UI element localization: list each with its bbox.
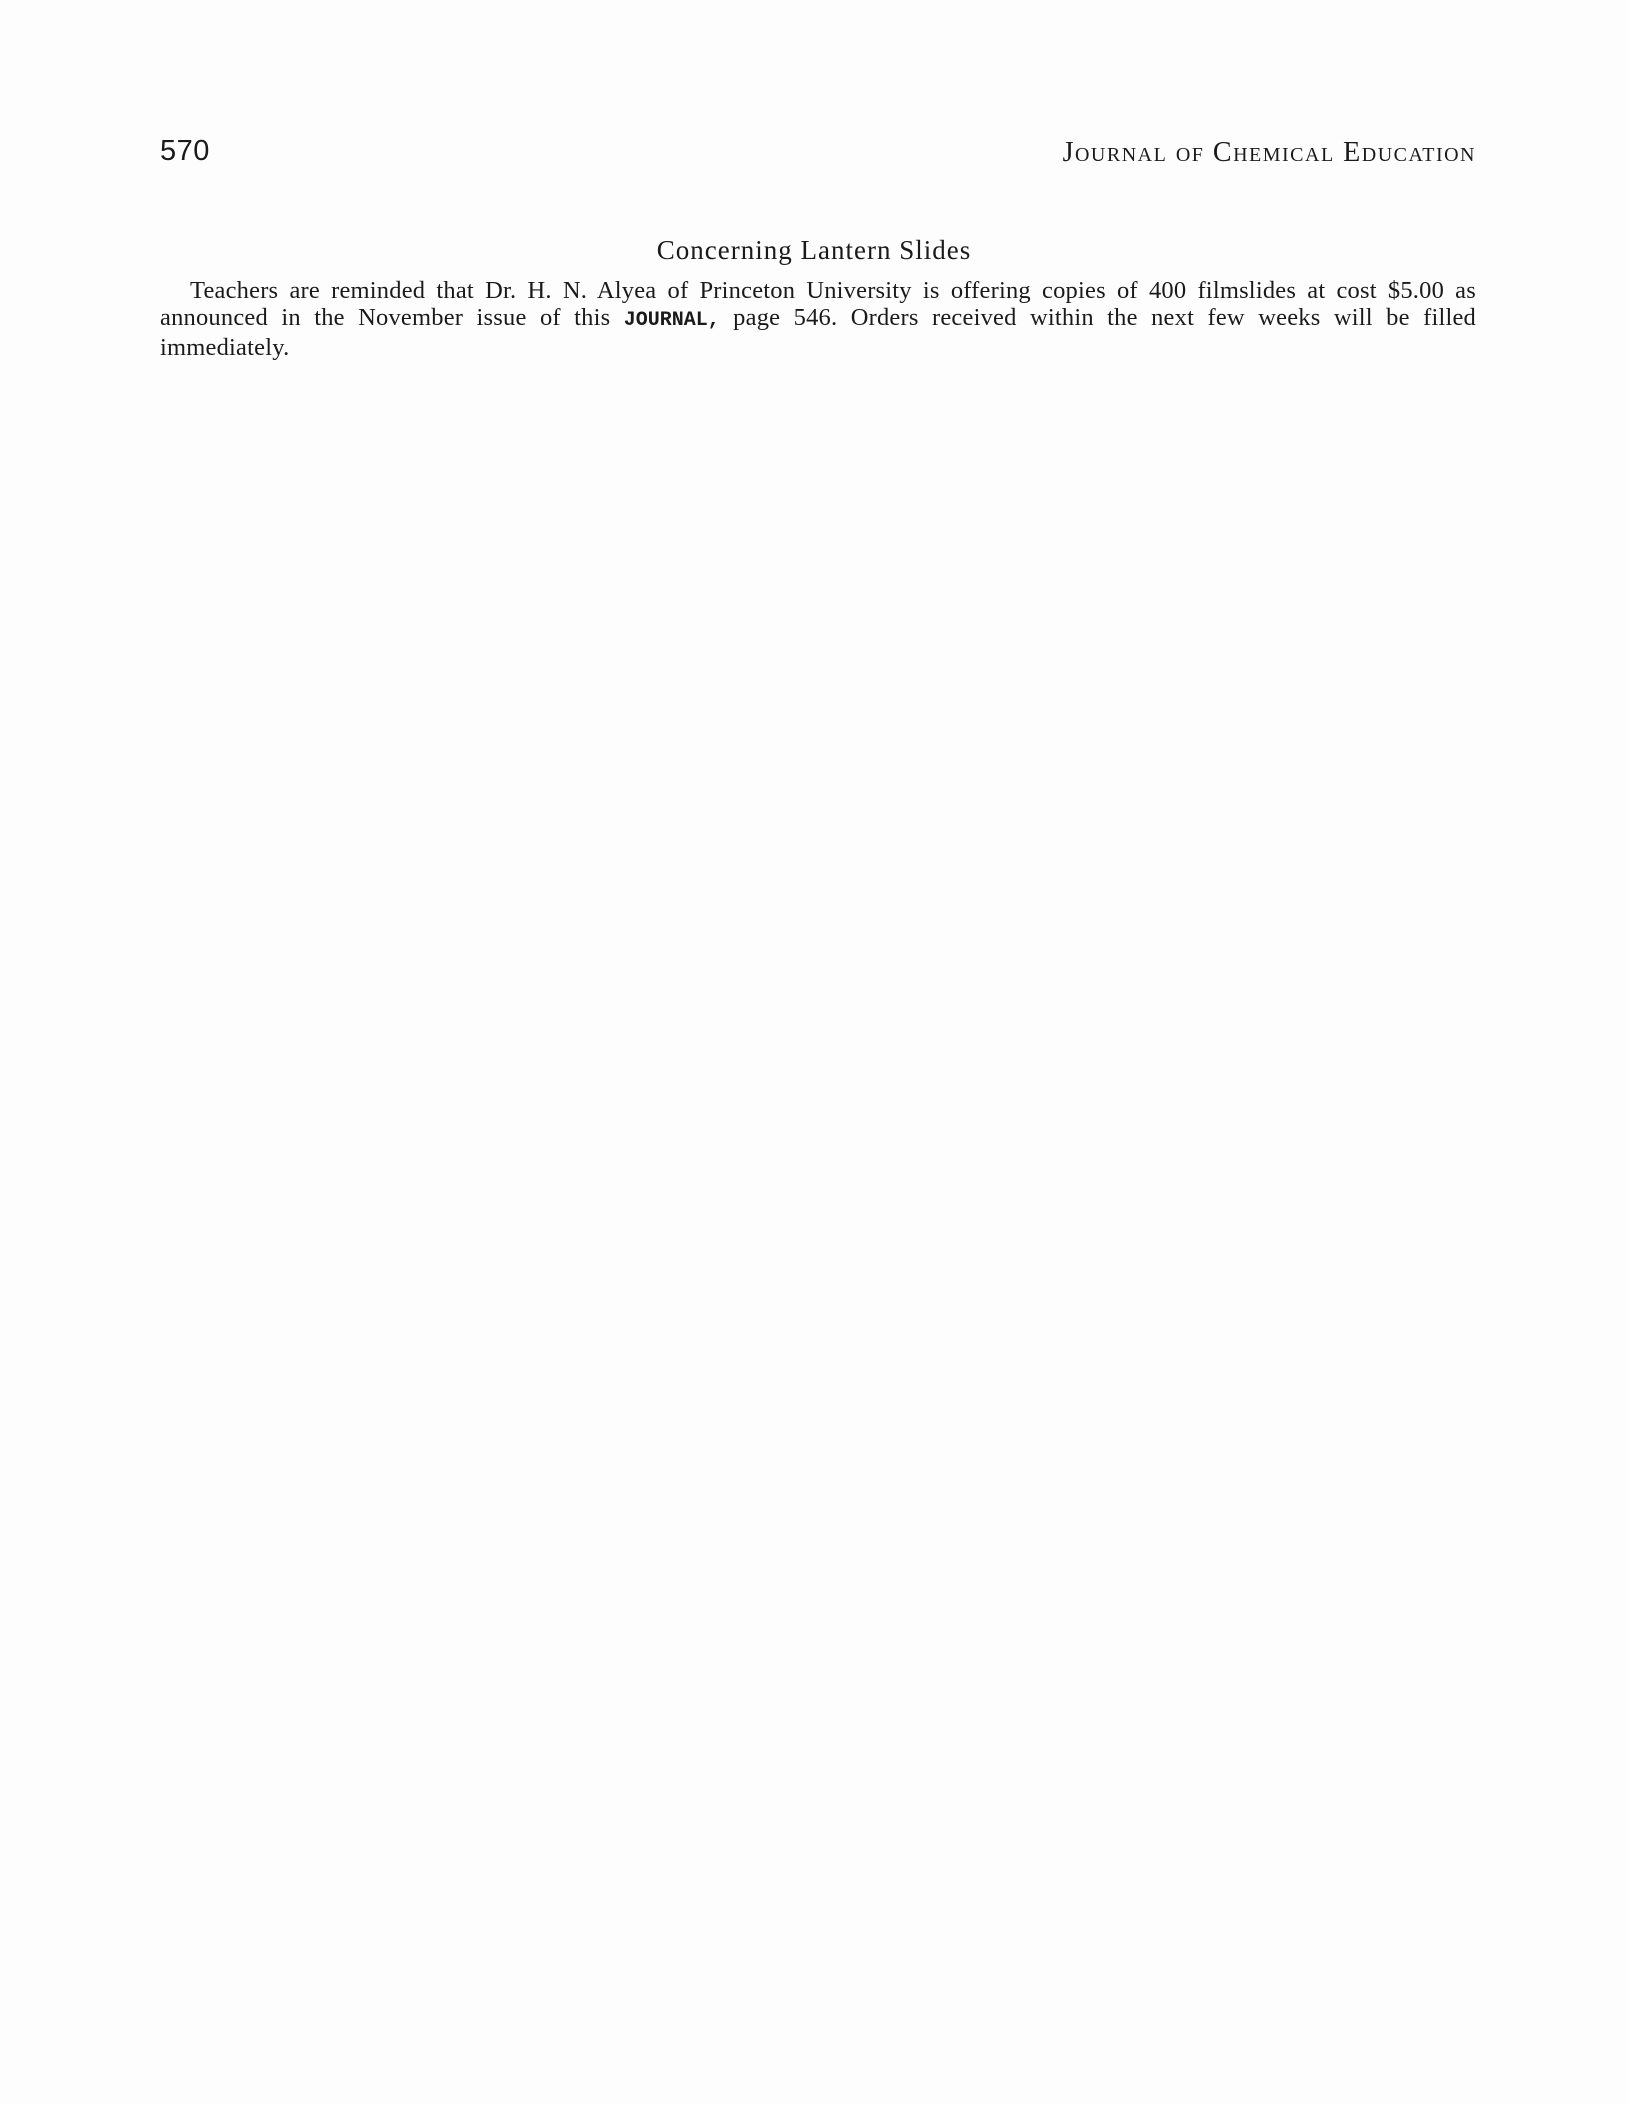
page-number: 570 <box>160 135 210 167</box>
body-text-part-2: page 546. Orders received within the next few weeks will be filled immediately. <box>160 304 1477 361</box>
running-head: Journal of Chemical Education <box>1062 137 1476 168</box>
article-body <box>160 277 1476 361</box>
journal-reference: JOURNAL, <box>623 309 720 332</box>
article-title: Concerning Lantern Slides <box>656 235 972 265</box>
body-text-part-1: Teachers are reminded that Dr. H. N. Alyea of Princeton University is offering copies of 400 filmslides at cost $5.00 as announced in the November issue of this <box>160 277 1476 331</box>
